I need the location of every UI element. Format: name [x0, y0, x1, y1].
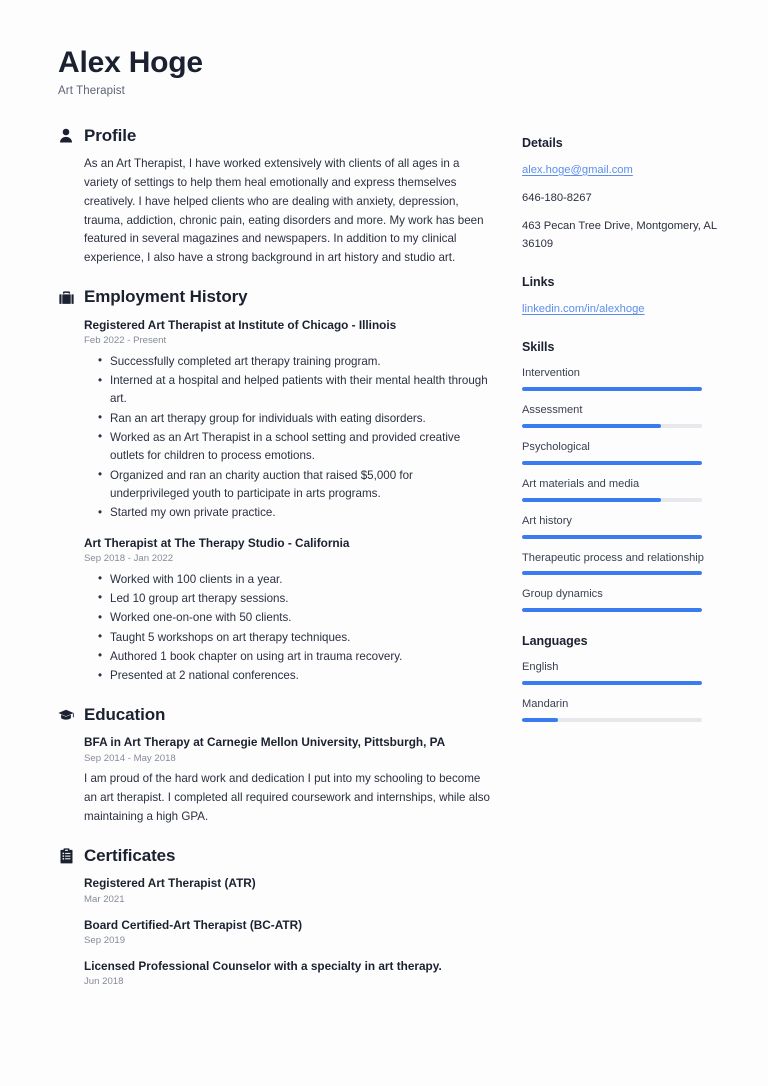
sidebar-skills — [522, 340, 722, 612]
skill-row — [522, 587, 722, 612]
list-item: • Worked as an Art Therapist in a school setting and provided creative outlets for children to process emotions. — [110, 429, 490, 466]
entry-title: BFA in Art Therapy at Carnegie Mellon University, Pittsburgh, PA — [84, 735, 446, 750]
language-bar-track — [522, 718, 702, 722]
skill-bar-fill — [522, 608, 702, 612]
skill-bar-fill — [522, 387, 702, 391]
candidate-job-title: Art Therapist — [58, 84, 125, 97]
entry-description: I am proud of the hard work and dedication I put into my schooling to become an art therapist. I completed all required coursework and internships, while also maintaining a high GPA. — [84, 772, 490, 823]
certificates-body — [58, 875, 490, 989]
section-title: Certificates — [84, 845, 176, 865]
sidebar-section-title: Skills — [522, 340, 555, 355]
entry-title: Registered Art Therapist (ATR) — [84, 876, 256, 891]
skill-bar-fill — [522, 461, 702, 465]
section-profile — [58, 127, 490, 268]
skill-bar-fill — [522, 535, 702, 539]
entry-date: Sep 2014 - May 2018 — [84, 752, 176, 764]
list-item: • Worked one-on-one with 50 clients. — [110, 609, 490, 627]
language-label: Mandarin — [522, 698, 569, 711]
certificate-entry — [84, 875, 490, 907]
sidebar-column — [522, 127, 722, 745]
education-entry — [84, 734, 490, 826]
phone-number: 646-180-8267 — [522, 191, 592, 204]
employment-entry — [84, 317, 490, 523]
section-title: Profile — [84, 125, 137, 145]
sidebar-section-title: Languages — [522, 634, 588, 649]
skill-bar-track — [522, 424, 702, 428]
sidebar-links — [522, 275, 722, 318]
section-employment-history — [58, 288, 490, 686]
list-item: • Presented at 2 national conferences. — [110, 667, 490, 685]
education-heading — [58, 706, 490, 725]
briefcase-icon — [58, 288, 74, 306]
skill-row — [522, 477, 722, 502]
certificate-entry — [84, 917, 490, 949]
skill-bar-track — [522, 461, 702, 465]
email-line — [522, 162, 722, 179]
list-item: • Organized and ran an charity auction that raised $5,000 for underprivileged youth to participate in arts programs. — [110, 467, 490, 504]
profile-text: As an Art Therapist, I have worked extensively with clients of all ages in a variety of settings to help them heal emotionally and express themselves creatively. I have helped clients who are dealing with anxiety, depression, trauma, addiction, chronic pain, eating disorders and more. My work has been featured in several magazines and newspapers. In addition to my clinical experience, I also have a strong background in art history and studio art. — [84, 157, 484, 265]
skill-bar-track — [522, 571, 702, 575]
skill-bar-track — [522, 535, 702, 539]
sidebar-details — [522, 136, 722, 253]
profile-heading — [58, 127, 490, 146]
list-item: • Taught 5 workshops on art therapy techniques. — [110, 629, 490, 647]
skill-label: Assessment — [522, 404, 583, 417]
education-body — [58, 734, 490, 826]
candidate-name: Alex Hoge — [58, 46, 203, 79]
skill-label: Therapeutic process and relationship — [522, 551, 704, 564]
section-education — [58, 706, 490, 827]
list-item: • Successfully completed art therapy training program. — [110, 353, 490, 371]
entry-date: Feb 2022 - Present — [84, 335, 167, 347]
skill-label: Psychological — [522, 441, 590, 454]
list-item: • Led 10 group art therapy sessions. — [110, 590, 490, 608]
employment-body — [58, 317, 490, 686]
language-bar-fill — [522, 681, 702, 685]
skill-label: Art history — [522, 514, 572, 527]
employment-entry — [84, 535, 490, 686]
skill-bar-track — [522, 387, 702, 391]
skill-row — [522, 551, 722, 576]
section-title: Education — [84, 704, 166, 724]
language-label: English — [522, 661, 559, 674]
clipboard-icon — [58, 847, 74, 865]
main-column — [58, 127, 490, 1010]
entry-bullet-list — [84, 353, 490, 523]
skill-bar-fill — [522, 424, 661, 428]
entry-date: Sep 2019 — [84, 935, 126, 947]
entry-date: Sep 2018 - Jan 2022 — [84, 553, 174, 565]
entry-title: Board Certified-Art Therapist (BC-ATR) — [84, 917, 303, 932]
language-bar-fill — [522, 718, 558, 722]
list-item: • Authored 1 book chapter on using art in trauma recovery. — [110, 648, 490, 666]
skill-row — [522, 514, 722, 539]
language-row — [522, 660, 722, 685]
sidebar-section-title: Links — [522, 274, 555, 289]
section-title: Employment History — [84, 286, 248, 306]
skill-label: Group dynamics — [522, 588, 603, 601]
list-item: • Worked with 100 clients in a year. — [110, 571, 490, 589]
link-line — [522, 301, 722, 318]
resume-header — [58, 46, 722, 97]
email-link[interactable]: alex.hoge@gmail.com — [522, 163, 633, 176]
entry-title: Registered Art Therapist at Institute of Chicago - Illinois — [84, 317, 397, 332]
resume-columns — [58, 127, 722, 1010]
entry-date: Jun 2018 — [84, 976, 124, 988]
entry-title: Art Therapist at The Therapy Studio - California — [84, 535, 350, 550]
skill-row — [522, 366, 722, 391]
sidebar-languages — [522, 634, 722, 722]
employment-heading — [58, 288, 490, 307]
skill-row — [522, 403, 722, 428]
user-icon — [58, 127, 74, 145]
entry-date: Mar 2021 — [84, 894, 125, 906]
certificate-entry — [84, 958, 490, 990]
skill-bar-fill — [522, 498, 661, 502]
profile-body — [58, 155, 490, 268]
skill-bar-track — [522, 608, 702, 612]
skill-bar-track — [522, 498, 702, 502]
graduation-cap-icon — [58, 706, 74, 724]
skill-label: Intervention — [522, 367, 580, 380]
address: 463 Pecan Tree Drive, Montgomery, AL 36109 — [522, 220, 717, 250]
entry-title: Licensed Professional Counselor with a specialty in art therapy. — [84, 958, 442, 973]
skill-bar-fill — [522, 571, 702, 575]
sidebar-section-title: Details — [522, 135, 563, 150]
linkedin-link[interactable]: linkedin.com/in/alexhoge — [522, 302, 645, 315]
list-item: • Started my own private practice. — [110, 504, 490, 522]
entry-bullet-list — [84, 571, 490, 686]
language-row — [522, 697, 722, 722]
list-item: • Ran an art therapy group for individuals with eating disorders. — [110, 410, 490, 428]
certificates-heading — [58, 847, 490, 866]
skill-row — [522, 440, 722, 465]
skill-label: Art materials and media — [522, 477, 640, 490]
section-certificates — [58, 847, 490, 990]
list-item: • Interned at a hospital and helped patients with their mental health through art. — [110, 372, 490, 409]
language-bar-track — [522, 681, 702, 685]
